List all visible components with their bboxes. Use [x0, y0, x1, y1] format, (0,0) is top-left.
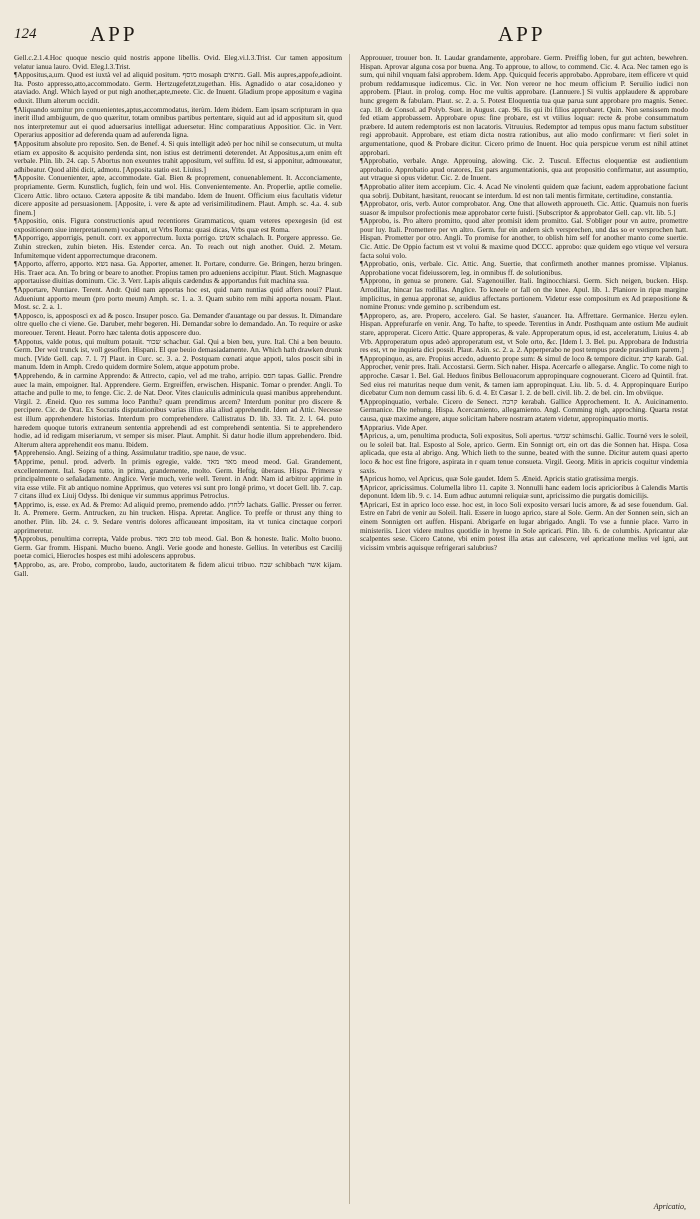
left-column — [14, 54, 342, 1204]
running-head-left: APP — [90, 22, 138, 46]
dictionary-entry: ¶ Approbo, as, are. Probo, comprobo, laudo, auctoritatem & fidem alicui tribuo. שבח schibbach אשר kijam. Gall. — [14, 561, 342, 578]
dictionary-entry: ¶ Approbatio aliter item accepium. Cic. 4. Acad Ne vinolenti quidem quæ faciunt, eadem approbatione faciunt qua sobrij. Dubitant, hæsitant, reuocant se interdum. Id est non tali mentis firmitate, certitudine, constantia. — [360, 183, 688, 200]
dictionary-entry: Approuuer, trouuer bon. It. Laudar grandamente, approbare. Germ. Preiffig loben, fur gut achten, bewehren. Hispan. Aprovar alguna cosa por buena. Ang. To approue, to allow, to commend. Cic. 4. Aca. Nec tamen ego is sum, qui nihil vnquam falsi approbem. Idem. App. Quicquid feceris approbabo. Approbare, item efficere vt quid probum reddamusque iudicemus. Cic. in Ver. Non vereor ne hoc meum officium P. Seruilio iudici non approbem. [Plaut. in prolog. comp. Hoc me vultis approbare. (Lannuere.] Si vultis applaudere & approbare hunc gregem & fabulam. Plaut. sc. 2. a. 5. Potest Eloquentia tua quæ parua sunt approbare pro magnis. Senec. cap. 18. de Consol. ad Polyb. Suet. in August. cap. 96. Iis qui ibi filios approbaret. Quin. Non sensissem modo fed etiam approbassem. Approbare opus: fine probare, est vt vtilius loquar: recte & probe consummatum præbere. Id autem redemptoris est non lacatoris. Vitruuius. Redemptor ad tempus opus manu factum substituer regi approbauit. Approbare, est etiam dicta nostra rationibus, aut alio modo confirmare: vt fieri solet in argumentatione, quod & Probare dicitur. Cicero primo de Inuent. Hoc quia perspicue verum est nihil attinet approbari. — [360, 54, 688, 157]
dictionary-entry: ¶ Apricus homo, vel Apricus, quæ Sole gaudet. Idem 5. Æneid. Apricis statio gratissima mergis. — [360, 475, 688, 484]
dictionary-entry: ¶ Appropinquo, as, are. Propius accedo, aduento prope sum: & simul de loco & tempore dicitur. קרב karab. Gal. Approcher, venir pres. Itali. Accostarsi. Germ. Sich naher. Hispa. Acercarfe o allegarse. Anglic. To come nigh to approche. Cæsar 1. Bel. Gal. Heduos finibus Bellouacorum appropinquare cognouerant. Cicero ad Quintil. frat. Sed eius rei maturitas neque dum venit, & tamen iam appropinquat. Liu. lib. 5. d. 4. Appropinquare Euripo dicebatur Cum non demum cassi lib. 6. d. 4. Et Cæsar 1. 2. de bell. civil. lib. 2. de bel. cin. Im obviique. — [360, 355, 688, 398]
column-divider — [349, 54, 350, 1204]
dictionary-entry: ¶ Approbus, penultima correpta, Valde probus. טוב מאד tob meod. Gal. Bon & honeste. Italic. Molto buono. Germ. Gar fromm. Hispani. Mucho bueno. Angli. Verie goode and honeste. Gellius. In veteribus est Cæcilij poetæ comici, Hierocles hospes est mihi adolescens approbus. — [14, 535, 342, 561]
dictionary-entry: ¶ Apporrigo, apporrigis, penult. corr. ex apporrectum. Iuxta porrigo. אשוט schalach. It. Porgere appresso. Ge. Zuhin strecken, zuhin bieten. His. Estender cerca. An. To reach out nigh another. Ouid. 2. Metam. Infumitemque vident apporrectumque draconem. — [14, 234, 342, 260]
dictionary-entry: Gell.c.2.1.4.Hoc quoque nescio quid nostris appone libellis. Ovid. Eleg.vi.l.3.Trist. Cur tamen appositum velatur ianua lauro. Ovid. Eleg.l.3.Trist. — [14, 54, 342, 71]
dictionary-entry: ¶ Apprehendo, & in carmine Apprendo: & Attrecto, capio, vel ad me traho, arripio. תפס tapas. Gallic. Prendre auec la main, empoigner. Ital. Apprendere. Germ. Ergreiffen, erwischen. Hispanic. Tomar o prender. Angli. To attache and pulle to me, to fenge. Cic. 2. de Nat. Deor. Vites clauiculis adminicula quasi manibus apprehendunt. Virgil. 2. Æneid. Quo res summa loco Panthu? quam prendimus arcem? Interdum ponitur pro discere & percipere. Cic. de Orat. Ex Socratis disputationibus varias illius alia aliud apprehendit. Idem ad Attic. Necesse est illum apprehendere historias. Interdum pro comprehendere. Callistratus D. lib. 33. Tit. 2. l. 64. puto hæredem quoque tutoris extraneum sententia apprehendi ad est comprehendi sententia. Si te apprehendero hodie, ad id redigam miseriarum, vt semper sis miser. Plaut. Amphit. Si datur hodie illum apprehendero. Ibid. Alterum altera apprehendit eos manu. Ibidem. — [14, 372, 342, 449]
dictionary-entry: ¶ Apprimo, is, esse. ex Ad. & Premo: Ad aliquid premo, premendo addo. ללחוץ lachats. Gallic. Presser ou ferrer. It. A. Premere. Germ. Antrucken, zu hin trucken. Hispa. Apretar. Anglice. To preffe or thrust any thing to another. Plin. lib. 24. c. 9. Sedare ventris dolores afficaueant impositam, ita vt tunica cinctaque corpori apprimeretur. — [14, 501, 342, 535]
page-header — [0, 22, 700, 48]
dictionary-entry: ¶ Appositus,a,um. Quod est iuxtà vel ad aliquid positum. מוסף mosaph מתאים. Gall. Mis aupres,appofe,adioint. Ita. Posto appresso,atto,accommodato. Germ. Hertzugefetzt,zugethan. His. Agnadido o atar cosa,idoneo y ataviado. Angl. Which layed or put nigh another,apte,meete. Cic. de Inuent. Gladium prope appositum e vagina eduxit. Illum alterum occidit. — [14, 71, 342, 105]
dictionary-entry: ¶ Apposco, is, apposposci ex ad & posco. Insuper posco. Ga. Demander d'auantage ou par dessus. It. Dimandare oltre quello che ci viene. Ge. Daruber, mehr begeren. Hi. Demandar sobre lo demandado. An. To require or aske moreouer. Terent. Heaut. Porro hæc talenta dotis apposcere duo. — [14, 312, 342, 338]
dictionary-entry: ¶ Apprehensio. Angl. Seizing of a thing. Assimulatur traditio, spe naue, de vsuc. — [14, 449, 342, 458]
running-head-right: APP — [498, 22, 546, 46]
dictionary-entry: ¶ Apprime, penul. prod. adverb. In primis egregie, valde. מאד מאד meod meod. Gal. Grandement, excellentement. Ital. Sopra tutto, in prima, grandemente, molto. Germ. Heftig, überaus. Hispa. Primera y principalmente o señaladamente. Anglice. Verie much, verie well. Terent. in Andr. Nam id arbitror apprime in vita esse vtile. Fit ab antiquo nomine Apprimus, quo veteres vsi sunt pro longè primo, vt docet Gell. lib. 7. cap. 7 citans illud ex Liuij Odyss. Ibi denique vir summus apprimus Petroclus. — [14, 458, 342, 501]
dictionary-entry: ¶ Approbator, oris, verb. Autor comprobator. Ang. One that alloweth approueth. Cic. Attic. Quamuis non fueris suasor & impulsor profectionis meæ approbator certe fuisti. [Subscriptor & approbator Gell. cap. vlt. lib. 5.] — [360, 200, 688, 217]
dictionary-entry: ¶ Approbatio, verbale. Ange. Approuing, alowing. Cic. 2. Tuscul. Effectus eloquentiæ est audientium approbatio. Approbatio apud oratores, Est pars argumentationis, qua aut propositio confirmatur, aut assumptio, aut vtraque si opus videtur. Cic. 2. de Inuent. — [360, 157, 688, 183]
catchword: Apricatio, — [653, 1202, 686, 1211]
dictionary-entry: ¶ Appropinquatio, verbale. Cicero de Senect. קרבה kerabah. Gallice Approchement. It. A. Auicinamento. Germanice. Die nehung. Hispa. Acercamiento, allegamiento. Angl. Comming nigh, approching. Quarta restat causa, quæ maxime angere, atque solicitam habere nostram ætatem videtur, appropinquatio mortis. — [360, 398, 688, 424]
dictionary-entry: ¶ Appositum absolute pro reposito. Sen. de Benef. 4. Si quis intelligit adeò per hoc nihil se consecutum, ut multa etiam ex apposito & acquisito perdenda sint, non istius est detrimenti deterendet. At Appositus,a,um enim eft verbale. Plin. lib. 24. cap. 5 Abortus non exeuntes trahit appositum, vel suffitu. Id est, si apponitur, admoueatur, adhibeatur. Quod alibi dicit, admotu. [Apposita statio est. Liuius.] — [14, 140, 342, 174]
dictionary-entry: ¶ Apricus, a, um, penultima producta, Soli expositus, Soli apertus. שמשי schimschi. Gallic. Tourné vers le soleil, ou le soleil bat. Ital. Esposto al Sole, aprico. Germ. Ein Sonnigt ort, ein ort das die Sonnen hat. Hispa. Cosa aplicada, que esta al abrigo. Ang. Which lieth to the sunne, beated with the sunne. Dicitur autem quasi aperto loco & hoc est fine frigore, aspirata in r quam tenue consueta. Virgil. Georg. Mitis in apricis coquitur vindemia saxis. — [360, 432, 688, 475]
dictionary-entry: ¶ Appotus, valde potus, qui multum potauit. שכור schachur. Gal. Qui a bien beu, yure. Ital. Chi a ben beuuto. Germ. Der wol trunck ist, voll gesoffen. Hispani. El que beuio demasiadamente. An. Which hath drawken drunk much. [Vide Gell. cap. 7. l. 7] Plaut. in Curc. sc. 3. a. 2. Postquam cœnati atque appoti, talos poscit sibi in manum. Idem in Amph. Credo quidem dormire Solem, atque appotum probe. — [14, 338, 342, 372]
dictionary-entry: ¶ Apricari, Est in aprico loco esse. hoc est, in loco Soli exposito versari lucis amore, & ad sese fouendum. Gal. Estre en l'abri de venir au Soleil. Itali. Essere in luogo aprico, stare al Sole. Germ. An der Sonnen sein, sich an einem Sonnigten ort auffen. Hispani. Abrigarfe en lugar abrigado. Angli. To vse a funnie place. Varro in ministeriis. Licet videre multos quotidie in hyeme in Sole apricari. Plin. lib. 6. de columbis. Apricantur alæ scalpentes sese. Cicero Catone, vbi enim potest illa ætas aut calescere, vel apricatione melius vel igni, aut vicissim vmbris aquisque refrigerari salubrius? — [360, 501, 688, 553]
dictionary-entry: ¶ Apporto, afferro, apporto. נשא nasa. Ga. Apporter, amener. It. Portare, condurre. Ge. Bringen, herzu bringen. His. Traer aca. An. To bring or beare to another. Propius tamen pro adueniens accipitur. Plaut. Stich. Magnasque apportauisse diuitias dominum. Cic. 3. Verr. Lapis aliquis cædendus & apportandus fuit machina sua. — [14, 260, 342, 286]
dictionary-entry: ¶ Approbo, is. Pro altero promitto, quod alter promisit idem promitto. Gal. S'obliger pour vn autre, promettre pour luy. Itali. Promettere per vn altro. Germ. fur ein andern sich versprechen, und das so er versprochen hatt. Hispan. Prometter por otro. Angli. To promise for another, to oblish him self for another manto come suertie. Cic. Attic. De Oppio factum est vt volui & maxime quod DCCC. approbo: quæ quidem ego vtique vel versura facta solui volo. — [360, 217, 688, 260]
dictionary-entry: ¶ Apportare, Nuntiare. Terent. Andr. Quid nam apportas hoc est, quid nam nuntias quid affers noui? Plaut. Adueniunt apporto meum (pro porto meum) Amph. sc. 1. a. 3. Quam subito rem mihi apporta nouam. Plaut. Most. sc. 2. a. 1. — [14, 286, 342, 312]
dictionary-entry: ¶ Approno, in genua se pronere. Gal. S'agenouiller. Itali. Inginocchiarsi. Germ. Sich neigen, bucken. Hisp. Arrodillar, hincar las rodillas. Anglice. To kneele or fall on the knee. Apul. lib. 1. Planiore in ripæ margine implicitus, in genua appronat se, auidius affectans portionem. Videtur esse compositum ex Ad præpositione & nomine Pronus: vnde gemino p. scribendum est. — [360, 277, 688, 311]
dictionary-entry: ¶ Apricor, apricissimus. Columella libro 11. capite 3. Nonnulli hanc eadem locis apricioribus à Calendis Martis deponunt. Idem lib. 9. c. 14. Eum adhuc autumni reliquiæ sunt, apricissimo die purgatis domicilijs. — [360, 484, 688, 501]
dictionary-entry: ¶ Apposite. Conuenienter, apte, accommodate. Gal. Bien & proprement, conuenablement. It. Acconciamente, propriamente. Germ. Kunstlich, fuglich, fein und wol. His. Convenientemente. An. Properlie, aptlie comelie. Cicero Attic. libro octauo. Cætera apposite & tibi mandabo. Idem de Inuent. Officium eius facultatis videtur dicere apposite ad persuasionem. [Apposite, i. vere & apte ad verisimilitudinem. Plaut. Amph. sc. 4.a. 4. sub finem.] — [14, 174, 342, 217]
dictionary-entry: ¶ Appropero, as, are. Propero, accelero. Gal. Se haster, s'auancer. Ita. Affrettare. Germanice. Herzu eylen. Hispan. Apprefurarfe en venir. Ang. To hafte, to speede. Terentius in Andr. Posthquam ante ostium Me audiuit stare, approperat. Cicero Attic. Quare approperas, & vale. Approperatum opus, id est, acceleratum, Liuius 4. ab Vrb. Approperatum opus adeò approperatum est, vt Sole orto, &c. [Idem l. 3. Bel. pu. Approbara de Industria res est, vt ne inquieta dici possit. Plaut. Asin. sc. 2. a. 2. Apperperabo ne post tempus præde præsidium parem.] — [360, 312, 688, 355]
right-column — [360, 54, 688, 1204]
dictionary-entry: ¶ Aliquando sumitur pro conuenientes,aptus,accommodatus, iterùm. Idem ibidem. Eam ipsam scripturam in qua inerit illud ambiguum, de quo quæritur, totam omnibus partibus pertentare, siquid aut ad id appositum sit, quod nos interpretemur aut ei quod aduersarius intelligat aduersetur. Hinc comparatiuus Appositior. Cic. in Verr. Operarius appositior ad deferenda quam ad auferenda ligna. — [14, 106, 342, 140]
dictionary-entry: ¶ Approbatio, onis, verbale. Cic. Attic. Ang. Suertie, that confirmeth another mannes promisse. Vlpianus. Approbatione vocat fideiussorem, leg. in omnibus ff. de solutionibus. — [360, 260, 688, 277]
dictionary-entry: ¶ Apprarius. Vide Aper. — [360, 424, 688, 433]
page-number: 124 — [14, 26, 37, 42]
dictionary-entry: ¶ Appositio, onis. Figura constructionis apud recentiores Grammaticos, quam veteres epexegesin (id est expositionem siue interpretationem) vocabant, ut Vrbs Roma: quasi dicas, Vrbs quæ est Roma. — [14, 217, 342, 234]
